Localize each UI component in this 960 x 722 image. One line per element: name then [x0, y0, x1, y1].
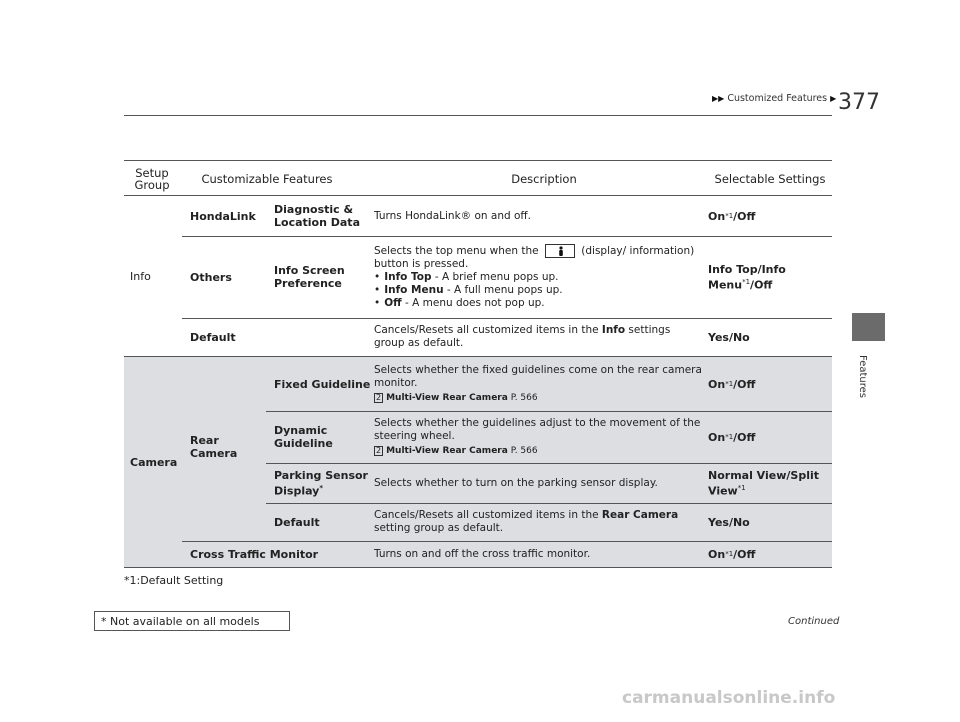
feature-camera-default: Default — [274, 515, 320, 529]
settings-info-default: Yes/No — [708, 330, 750, 344]
feature-info-screen-preference: Info Screen Preference — [274, 264, 345, 290]
feature-cross-traffic-monitor: Cross Traffic Monitor — [190, 547, 319, 561]
group-camera: Camera — [130, 455, 178, 469]
desc-dynamic-guideline: Selects whether the guidelines adjust to the movement of the steering wheel. 2 Multi-View Rear Camera P. 566 — [374, 411, 704, 463]
settings-fixed-guideline: On *1 /Off — [708, 377, 756, 391]
cross-reference[interactable]: 2 Multi-View Rear Camera P. 566 — [376, 392, 538, 403]
table-header — [124, 160, 832, 196]
feature-dynamic-guideline: Dynamic Guideline — [274, 424, 333, 450]
feature-diagnostic-location: Diagnostic & Location Data — [274, 203, 360, 229]
settings-parking-sensor-display: Normal View/Split View$^{*1}$ — [708, 468, 819, 498]
table-bottom-rule — [124, 567, 832, 568]
reference-arrow-icon: 2 — [376, 392, 382, 402]
settings-cross-traffic-monitor: On *1 /Off — [708, 547, 756, 561]
cross-reference[interactable]: 2 Multi-View Rear Camera P. 566 — [376, 445, 538, 456]
continued-label: Continued — [788, 616, 840, 627]
desc-info-default: Cancels/Resets all customized items in the Info settings group as default. — [374, 324, 671, 349]
list-item: • Info Top - A brief menu pops up. — [374, 271, 704, 284]
triangle-right-icon: ▶ — [830, 94, 837, 103]
feature-fixed-guideline: Fixed Guideline — [274, 377, 371, 391]
header-description: Description — [511, 172, 577, 186]
desc-diagnostic-location: Turns HondaLink® on and off. — [374, 209, 531, 222]
display-info-button-icon — [545, 244, 575, 258]
settings-dynamic-guideline: On *1 /Off — [708, 430, 756, 444]
breadcrumb-label: Customized Features — [727, 93, 828, 104]
triangle-right-icon: ▶▶ — [712, 94, 725, 103]
settings-info-screen-preference: Info Top/Info Menu$^{*1}$/Off — [708, 262, 786, 292]
reference-arrow-icon: 2 — [376, 445, 382, 455]
desc-parking-sensor-display: Selects whether to turn on the parking sensor display. — [374, 476, 658, 489]
info-options-list — [374, 271, 704, 310]
settings-diagnostic-location: On *1 /Off — [708, 209, 756, 223]
list-item: • Info Menu - A full menu pops up. — [374, 284, 704, 297]
availability-note: * Not available on all models — [94, 611, 290, 631]
watermark: carmanualsonline.info — [622, 688, 836, 708]
subgroup-default: Default — [190, 330, 236, 344]
header-selectable-settings: Selectable Settings — [714, 172, 826, 186]
group-info: Info — [130, 269, 151, 283]
subgroup-rear-camera: Rear Camera — [190, 434, 238, 460]
desc-cross-traffic-monitor: Turns on and off the cross traffic monitor. — [374, 547, 591, 560]
header-customizable-features: Customizable Features — [201, 172, 333, 186]
breadcrumb — [712, 93, 836, 104]
settings-camera-default: Yes/No — [708, 515, 750, 529]
footnote-default-setting: *1:Default Setting — [124, 574, 224, 587]
header-setup-group: Setup Group — [134, 166, 170, 192]
desc-fixed-guideline: Selects whether the fixed guidelines come on the rear camera monitor. 2 Multi-View Rear Camera P. 566 — [374, 357, 704, 411]
subgroup-others: Others — [190, 270, 232, 284]
desc-camera-default: Cancels/Resets all customized items in the Rear Camera setting group as default. — [374, 509, 679, 534]
desc-info-screen-preference: Selects the top menu when the (display/ information) button is pressed. • Info Top - A brief menu pops up. • Info Menu - A full menu pops up. • Off - A menu does not pop up. — [374, 236, 704, 318]
feature-parking-sensor-display: Parking Sensor Display* — [274, 468, 368, 498]
subgroup-hondalink: HondaLink — [190, 209, 256, 223]
header-rule — [124, 115, 832, 116]
page-number: 377 — [838, 90, 880, 115]
side-tab-label: Features — [857, 355, 868, 398]
side-tab-marker — [852, 313, 885, 341]
list-item: • Off - A menu does not pop up. — [374, 297, 704, 310]
